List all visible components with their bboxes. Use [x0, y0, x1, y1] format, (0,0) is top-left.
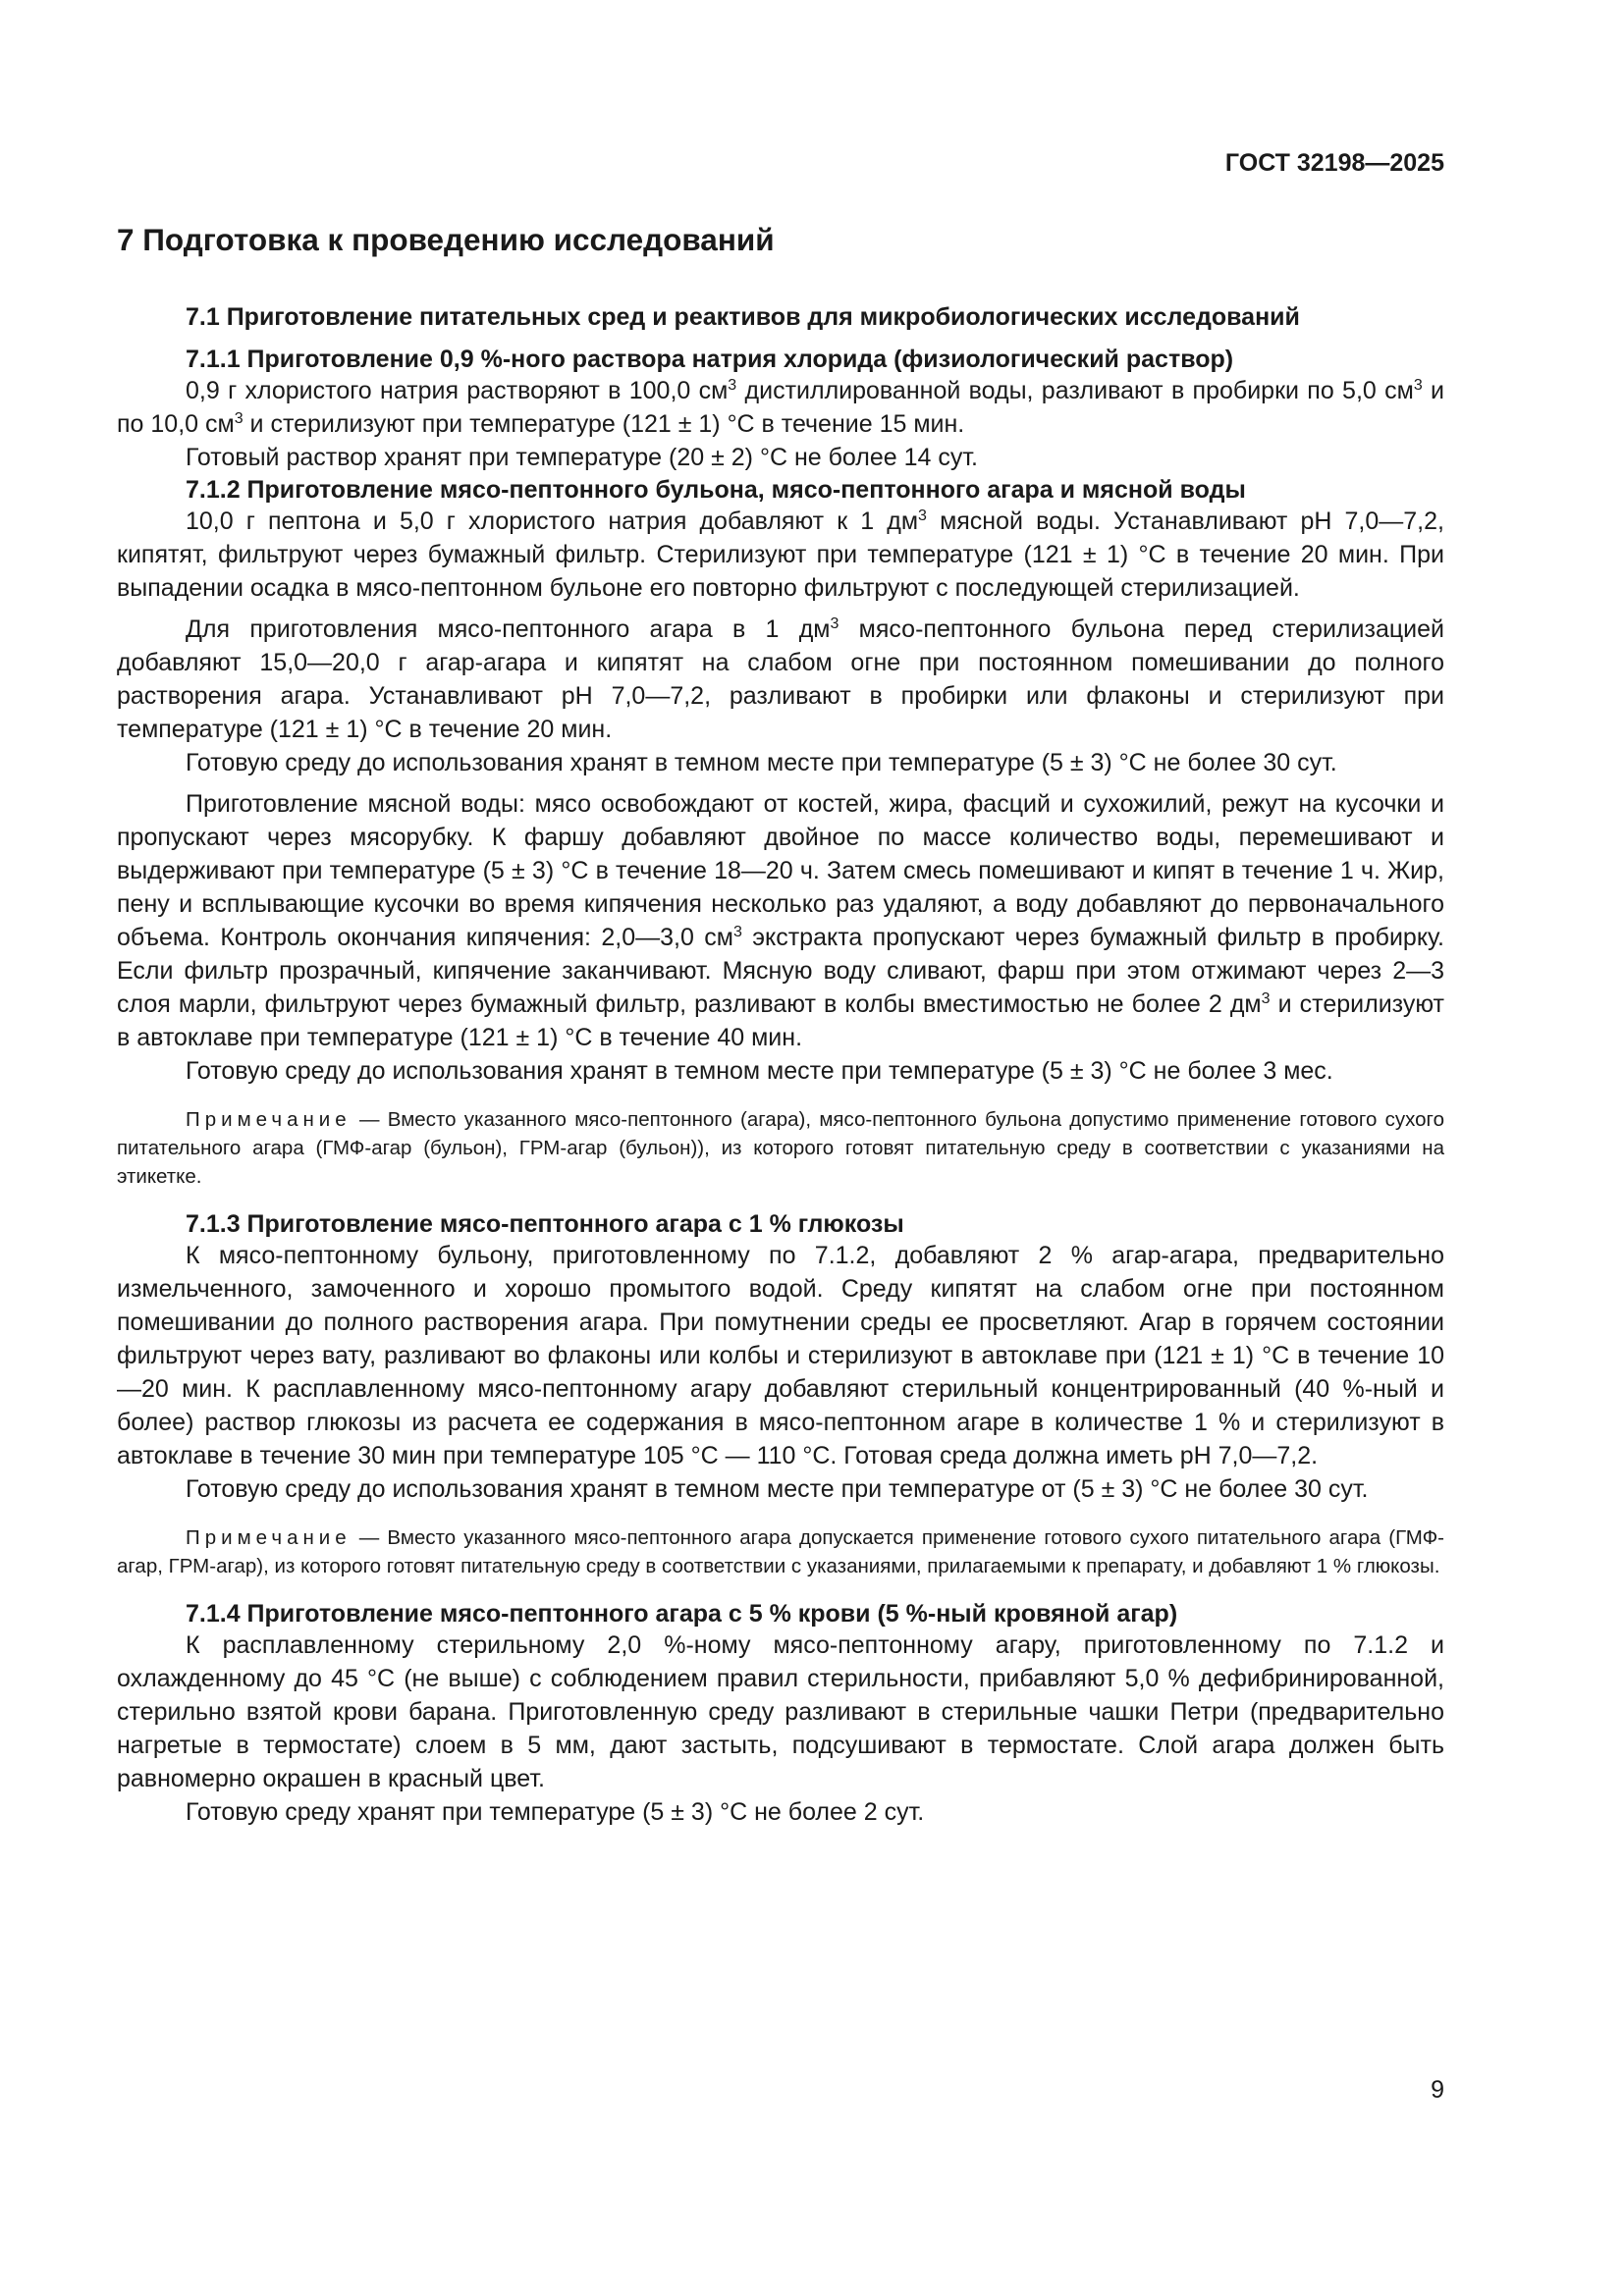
section-7-1-1-title: 7.1.1 Приготовление 0,9 %-ного раствора натрия хлорида (физиологический раствор) [186, 346, 1234, 373]
document-id: ГОСТ 32198—2025 [1224, 149, 1444, 177]
paragraph-7-1-1-a: 0,9 г хлористого натрия растворяют в 100,0 $см^3$ дистиллированной воды, разливают в пробирки по 5,0 $см^3$ и по 10,0 $см^3$ и стерилизуют при температуре (121 ± 1) °С в течение 15 мин. [117, 377, 1444, 438]
note-7-1-3: Примечание — Вместо указанного мясо-пептонного агара допускается применение готового сухого питательного агара (ГМФ-агар, ГРМ-агар), из которого готовят питательную среду в соответствии с указаниями, прилагаемыми к препарату, и добавляют 1 % глюкозы. [117, 1526, 1444, 1577]
section-7-1-title: 7.1 Приготовление питательных сред и реактивов для микробиологических исследований [186, 303, 1300, 331]
chapter-title: 7 Подготовка к проведению исследований [117, 222, 775, 257]
paragraph-7-1-2-c: Готовую среду до использования хранят в темном месте при температуре (5 ± 3) °С не более 30 сут. [186, 749, 1337, 776]
paragraph-7-1-4-b: Готовую среду хранят при температуре (5 ± 3) °С не более 2 сут. [186, 1798, 925, 1826]
paragraph-7-1-2-a: 10,0 г пептона и 5,0 г хлористого натрия добавляют к 1 $дм^3$ мясной воды. Устанавливают рН 7,0—7,2, кипятят, фильтруют через бумажный фильтр. Стерилизуют при температуре (121 ± 1) °С в течение 20 мин. При выпадении осадка в мясо-пептонном бульоне его повторно фильтруют с последующей стерилизацией. [117, 507, 1444, 602]
note-7-1-2: Примечание — Вместо указанного мясо-пептонного (агара), мясо-пептонного бульона допустимо применение готового сухого питательного агара (ГМФ-агар (бульон), ГРМ-агар (бульон)), из которого готовят питательную среду в соответствии с указаниями на этикетке. [117, 1108, 1444, 1188]
section-7-1-3-title: 7.1.3 Приготовление мясо-пептонного агара с 1 % глюкозы [186, 1210, 904, 1238]
page-content [117, 147, 1444, 1829]
paragraph-7-1-1-b: Готовый раствор хранят при температуре (20 ± 2) °С не более 14 сут. [186, 444, 978, 471]
paragraph-7-1-3-b: Готовую среду до использования хранят в темном месте при температуре от (5 ± 3) °С не более 30 сут. [186, 1475, 1369, 1503]
paragraph-7-1-2-b: Для приготовления мясо-пептонного агара в 1 $дм^3$ мясо-пептонного бульона перед стерилизацией добавляют 15,0—20,0 г агар-агара и кипятят на слабом огне при постоянном помешивании до полного растворения агара. Устанавливают рН 7,0—7,2, разливают в пробирки или флаконы и стерилизуют при температуре (121 ± 1) °С в течение 20 мин. [117, 615, 1444, 743]
section-7-1-4-title: 7.1.4 Приготовление мясо-пептонного агара с 5 % крови (5 %-ный кровяной агар) [186, 1600, 1178, 1628]
section-7-1-2-title: 7.1.2 Приготовление мясо-пептонного бульона, мясо-пептонного агара и мясной воды [186, 476, 1246, 504]
page-number: 9 [1431, 2076, 1444, 2104]
paragraph-7-1-4-a: К расплавленному стерильному 2,0 %-ному мясо-пептонному агару, приготовленному по 7.1.2 и охлажденному до 45 °С (не выше) с соблюдением правил стерильности, прибавляют 5,0 % дефибринированной, стерильно взятой крови барана. Приготовленную среду разливают в стерильные чашки Петри (предварительно нагретые в термостате) слоем в 5 мм, дают застыть, подсушивают в термостате. Слой агара должен быть равномерно окрашен в красный цвет. [117, 1631, 1444, 1792]
paragraph-7-1-3-a: К мясо-пептонному бульону, приготовленному по 7.1.2, добавляют 2 % агар-агара, предварительно измельченного, замоченного и хорошо промытого водой. Среду кипятят на слабом огне при постоянном помешивании до полного растворения агара. При помутнении среды ее просветляют. Агар в горячем состоянии фильтруют через вату, разливают во флаконы или колбы и стерилизуют в автоклаве при (121 ± 1) °С в течение 10—20 мин. К расплавленному мясо-пептонному агару добавляют стерильный концентрированный (40 %-ный и более) раствор глюкозы из расчета ее содержания в мясо-пептонном агаре в количестве 1 % и стерилизуют в автоклаве в течение 30 мин при температуре 105 °С — 110 °С. Готовая среда должна иметь рН 7,0—7,2. [117, 1242, 1444, 1469]
paragraph-7-1-2-e: Готовую среду до использования хранят в темном месте при температуре (5 ± 3) °С не более 3 мес. [186, 1057, 1333, 1085]
paragraph-7-1-2-d: Приготовление мясной воды: мясо освобождают от костей, жира, фасций и сухожилий, режут на кусочки и пропускают через мясорубку. К фаршу добавляют двойное по массе количество воды, перемешивают и выдерживают при температуре (5 ± 3) °С в течение 18—20 ч. Затем смесь помешивают и кипят в течение 1 ч. Жир, пену и всплывающие кусочки во время кипячения несколько раз удаляют, а воду добавляют до первоначального объема. Контроль окончания кипячения: 2,0—3,0 $см^3$ экстракта пропускают через бумажный фильтр в пробирку. Если фильтр прозрачный, кипячение заканчивают. Мясную воду сливают, фарш при этом отжимают через 2—3 слоя марли, фильтруют через бумажный фильтр, разливают в колбы вместимостью не более 2 $дм^3$ и стерилизуют в автоклаве при температуре (121 ± 1) °С в течение 40 мин. [117, 790, 1444, 1051]
